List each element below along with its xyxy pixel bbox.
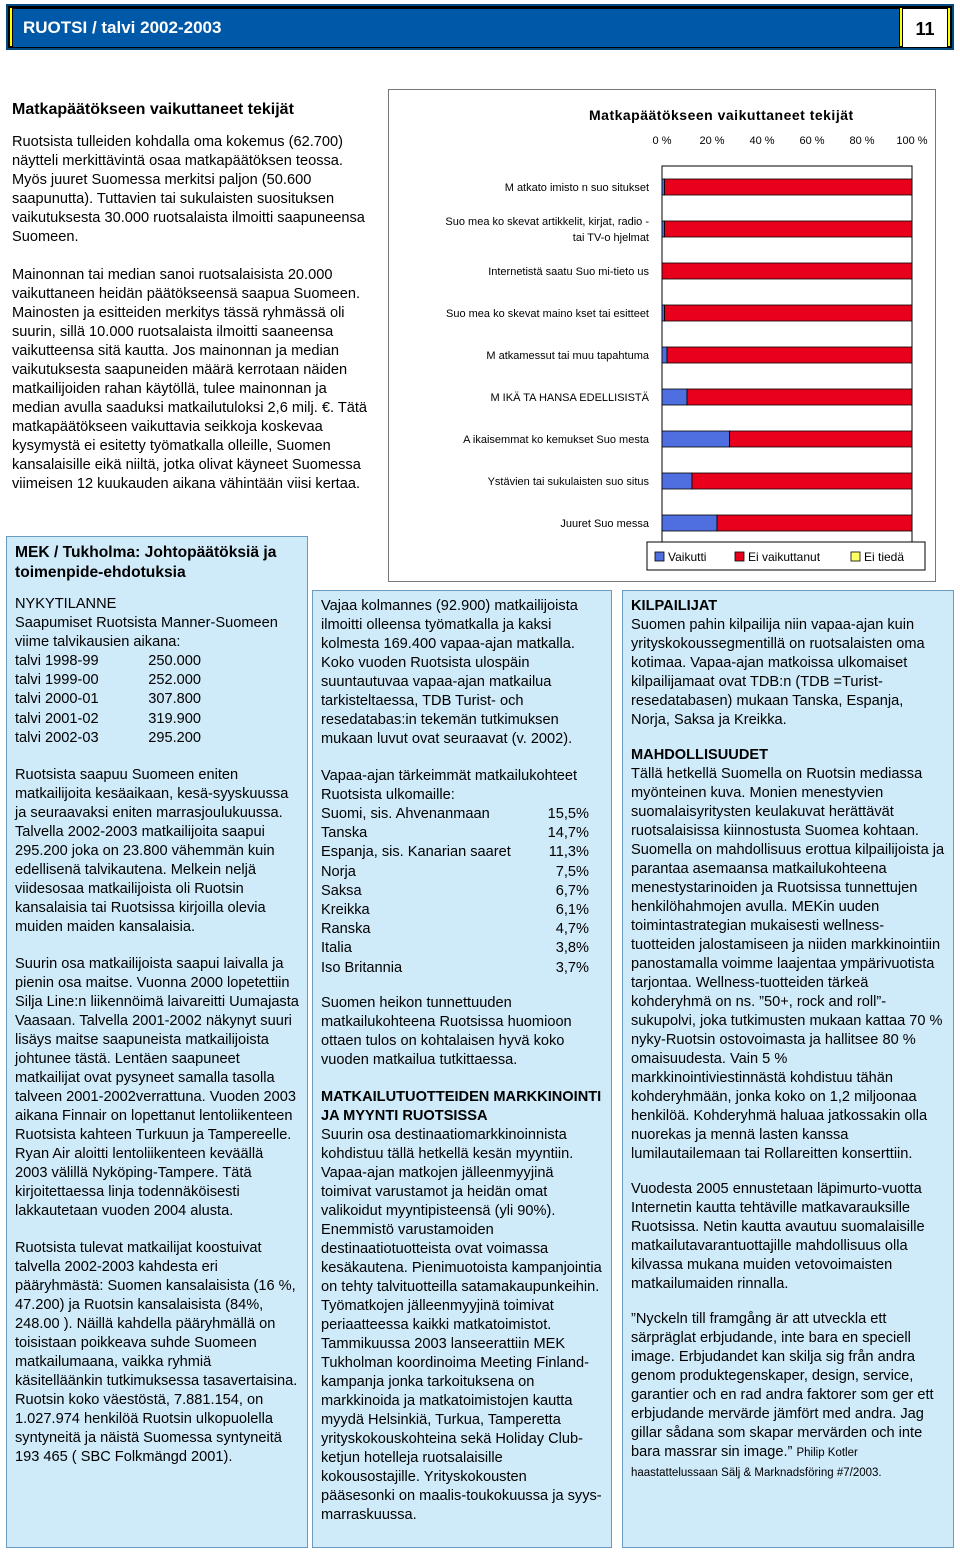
mek-paragraph-2: Suurin osa matkailijoista saapui laivalla ja pienin osa maitse. Vuonna 2000 lopetettiin Silja Line:n liikennöimä laivareitti Uumajasta Vaasaan. Talvella 2001-2002 näkynyt suuri lisäys maitse saapuneista matkailijoista johtunee tästä. Lentäen saapuneet matkailijat ovat pysyneet samalla tasolla talveen 2001-2002verrattuna. Vuoden 2003 aikana Finnair on lopettanut lentoliikenteen Ruotsista kahteen Turkuun ja Tampereelle. Ryan Air aloitti lentoliikenteen keväällä 2003 välillä Nyköping-Tampere. Tätä kirjoitettaessa linja todennäköisesti lakkautetaan vuoden 2004 alusta. — [15, 956, 299, 1220]
legend-swatch — [735, 552, 744, 561]
intro-section — [12, 100, 374, 513]
x-tick-label: 20 % — [699, 135, 725, 147]
intro-paragraph-1: Ruotsista tulleiden kohdalla oma kokemus (62.700) näytteli merkittävintä osaa matkapäätöksen teossa. Myös juuret Suomessa merkitsi paljon (50.600 saapunutta). Tuttavien tai sukulaisten suosituksen vaikutuksesta 30.000 ruotsalaista ilmoitti saapuneensa Suomeen. — [12, 134, 365, 245]
kotler-quote — [631, 1310, 945, 1483]
table-row — [321, 882, 603, 901]
category-label: M atkato imisto n suo situkset — [504, 182, 649, 194]
row-label: talvi 2002-03 — [15, 729, 99, 746]
table-row — [15, 652, 215, 671]
mid-paragraph-2: Vapaa-ajan tärkeimmät matkailukohteet Ruotsista ulkomaille: — [321, 768, 578, 803]
table-row — [321, 920, 603, 939]
row-value: 14,7% — [547, 825, 589, 842]
bar-vaikutti — [662, 347, 667, 363]
quote-source: Philip Kotler haastattelussaan Sälj & Marknadsföring #7/2003. — [631, 1447, 882, 1479]
header-title-bar — [12, 8, 900, 48]
row-value: 295.200 — [148, 729, 201, 746]
row-label: talvi 1999-00 — [15, 672, 99, 689]
row-label: Kreikka — [321, 902, 370, 919]
destinations-table — [321, 805, 603, 978]
mek-box — [6, 536, 308, 1548]
table-row — [15, 710, 215, 729]
row-value: 7,5% — [555, 863, 589, 880]
right-paragraph-1: Suomen pahin kilpailija niin vapaa-ajan kuin yrityskokoussegmentillä on ruotsalaisten oma kotimaa. Vapaa-ajan matkoissa ulkomaiset kilpailijamaat ovat TDB:n (TDB =Turist-resedatabasen) mukaan Tanska, Espanja, Norja, Saksa ja Kreikka. — [631, 617, 925, 728]
bar-vaikutti — [662, 431, 730, 447]
row-label: Ranska — [321, 921, 371, 938]
row-label: Italia — [321, 940, 352, 957]
decision-factors-chart — [388, 89, 936, 582]
header-title: RUOTSI / talvi 2002-2003 — [23, 18, 222, 37]
bar-ei-vaikuttanut — [665, 179, 913, 195]
bar-ei-vaikuttanut — [665, 221, 913, 237]
bar-vaikutti — [662, 515, 717, 531]
legend-label: Ei tiedä — [864, 550, 905, 564]
row-value: 3,7% — [555, 959, 589, 976]
right-paragraph-2: Tällä hetkellä Suomella on Ruotsin mediassa myönteinen kuva. Monien menestyvien suomalaisyritysten keulakuvat herättävät ruotsalaisissa kiinnostusta Suomea kohtaan. Suomella on mahdollisuus erottua kilpailijoista ja parantaa asemaansa matkailukohteena menestystarinoiden ja Ruotsissa tunnettujen henkilöhahmojen avulla. MEKin uuden toimintastrategian mukaisesti wellness-tuotteiden jalostamiseen ja niiden markkinointiin panostamalla voimme laajentaa ympärivuotista tarjontaa. Wellness-tuotteiden tärkeä kohderyhmä on ns. ”50+, rock and roll”-sukupolvi, joka tutkimusten mukaan kattaa 70 % nyky-Ruotsin ostovoimasta ja hallitsee 80 % omaisuudesta. Vain 5 % markkinointiviestinnästä kohdistuu tähän kohderyhmään, jonka koko on 1,2 miljoonaa henkilöä. Kohderyhmä haluaa jatkossakin olla nuorekas ja mennä lasten kanssa lumilautailemaan tai Rollareitten konserttiin. — [631, 766, 945, 1162]
legend-swatch — [655, 552, 664, 561]
table-row — [321, 843, 603, 862]
bar-ei-vaikuttanut — [687, 389, 912, 405]
bar-ei-vaikuttanut — [665, 305, 913, 321]
bar-ei-vaikuttanut — [717, 515, 912, 531]
mek-title: MEK / Tukholma: Johtopäätöksiä ja toimenpide-ehdotuksia — [15, 544, 277, 581]
mid-paragraph-3: Suomen heikon tunnettuuden matkailukohteena Ruotsissa huomioon ottaen tulos on kohtalaisen hyvä koko vuoden matkailua tutkittaessa. — [321, 994, 572, 1068]
middle-box — [312, 590, 612, 1548]
category-label: Juuret Suo messa — [560, 518, 649, 530]
row-value: 307.800 — [148, 691, 201, 708]
row-label: Espanja, sis. Kanarian saaret — [321, 844, 511, 861]
x-tick-label: 60 % — [799, 135, 825, 147]
mek-intro: Saapumiset Ruotsista Manner-Suomeen viime talvikausien aikana: — [15, 615, 278, 650]
row-label: Tanska — [321, 825, 368, 842]
page-header — [6, 4, 954, 50]
row-value: 252.000 — [148, 672, 201, 689]
mek-paragraph-1: Ruotsista saapuu Suomeen eniten matkailijoita kesäaikaan, kesä-syyskuussa ja seuraavaksi eniten marrasjoulukuussa. Talvella 2002-2003 matkailijoita saapui 295.200 joka on 23.800 vähemmän kuin edellisenä talvikautena. Melkein neljä viidesosaa matkailijoista oli Ruotsin kansalaisia tai Ruotsissa kirjoilla olevia muiden maiden kansalaisia. — [15, 767, 289, 936]
category-label: M atkamessut tai muu tapahtuma — [486, 350, 649, 362]
mid-paragraph-4: Suurin osa destinaatiomarkkinoinnista kohdistuu tällä hetkellä kesän myyntiin. Vapaa-ajan matkojen jälleenmyyjinä toimivat varustamot ja heidän omat valikoidut myyntipisteensä (yli 90%). Enemmistö varustamoiden destinaatiotuotteista ovat voimassa kesäkautena. Pienimuotoista kampanjointia on tehty talvituotteilla satamakaupunkeihin. Työmatkojen jälleenmyyjinä toimivat periaatteessa kaikki matkatoimistot. Tammikuussa 2003 lanseerattiin MEK Tukholman koordinoima Meeting Finland-kampanja jonka tarkoituksena on markkinoida ja matkatoimistojen kautta myydä Helsinkiä, Turkua, Tamperetta yrityskokouskohteina sekä Holiday Club-ketjun hotelleja ruotsalaisille kokousostajille. Yrityskokousten pääsesonki on maalis-toukokuussa ja syys-marraskuussa. — [321, 1126, 602, 1523]
row-label: talvi 2000-01 — [15, 691, 99, 708]
right-paragraph-3: Vuodesta 2005 ennustetaan läpimurto-vuotta Internetin kautta tehtäville matkavarauksille Ruotsissa. Netin kautta avautuu suomalaisille matkailutavarantuottajille mahdollisuus olla kilvassa mukana muiden vetovoimaisten matkailumaiden rinnalla. — [631, 1181, 925, 1292]
category-label: M IKÄ TA HANSA EDELLISISTÄ — [490, 392, 649, 404]
table-row — [15, 690, 215, 709]
intro-paragraph-2: Mainonnan tai median sanoi ruotsalaisista 20.000 vaikuttaneen heidän päätökseensä saapua Suomeen. Mainosten ja esitteiden merkitys tässä ryhmässä oli suurin, sillä 10.000 ruotsalaista ilmoitti saaneensa vaikutteensa sitä kautta. Jos mainonnan ja median vaikutuksesta saapuneiden määrä kerrotaan näiden matkailijoiden rahan käytöllä, tulee mainonnan ja median avulla saaduksi matkailutuloksi 2,6 milj. €. Tätä matkapäätökseen vaikuttavia seikkoja koskevaa kysymystä ei esitetty työmatkalla olleille, Suomen kansalaisille eikä niiltä, jotka olivat käyneet Suomessa viimeisen 12 kuukauden aikana vähintään viisi kertaa. — [12, 267, 368, 492]
mid-heading-marketing: MATKAILUTUOTTEIDEN MARKKINOINTI JA MYYNTI RUOTSISSA — [321, 1088, 602, 1124]
table-row — [321, 901, 603, 920]
x-tick-label: 100 % — [896, 135, 928, 147]
bar-ei-vaikuttanut — [662, 263, 912, 279]
x-tick-label: 0 % — [652, 135, 672, 147]
bar-ei-vaikuttanut — [667, 347, 912, 363]
bar-ei-vaikuttanut — [730, 431, 913, 447]
category-label: Ystävien tai sukulaisten suo situs — [487, 476, 649, 488]
legend-label: Vaikutti — [668, 550, 707, 564]
table-row — [321, 863, 603, 882]
heading-opportunities: MAHDOLLISUUDET — [631, 747, 769, 763]
arrivals-table — [15, 652, 215, 748]
heading-competitors: KILPAILIJAT — [631, 598, 718, 614]
table-row — [321, 939, 603, 958]
table-row — [15, 729, 215, 748]
right-box — [622, 590, 954, 1548]
row-value: 6,7% — [555, 882, 589, 899]
row-value: 15,5% — [547, 806, 589, 822]
table-row — [321, 959, 603, 978]
table-row — [321, 805, 603, 824]
x-tick-label: 40 % — [749, 135, 775, 147]
row-label: talvi 2001-02 — [15, 710, 99, 727]
category-label: Internetistä saatu Suo mi-tieto us — [488, 266, 649, 278]
chart-title: Matkapäätökseen vaikuttaneet tekijät — [589, 107, 854, 123]
row-value: 3,8% — [555, 940, 589, 957]
quote-text: ”Nyckeln till framgång är att utveckla ett särpräglat erbjudande, inte bara en speciell image. Erbjudandet kan skilja sig från andra genom produktegenskaper, design, service, garantier och en rad andra faktorer som ger ett erbjudande mervärde jämfört med andra. Jag gillar sådana som skapar mervärden och inte bara massrar sin image.” — [631, 1311, 934, 1460]
category-label: tai TV-o hjelmat — [572, 232, 649, 244]
chart-svg — [389, 90, 937, 583]
row-value: 4,7% — [555, 921, 589, 938]
row-label: Iso Britannia — [321, 959, 403, 976]
row-label: Norja — [321, 863, 356, 880]
x-tick-label: 80 % — [849, 135, 875, 147]
legend-swatch — [851, 552, 860, 561]
table-row — [15, 671, 215, 690]
mid-paragraph-1: Vajaa kolmannes (92.900) matkailijoista ilmoitti olleensa työmatkalla ja kaksi kolmesta 169.400 vapaa-ajan matkalla. Koko vuoden Ruotsista ulospäin suuntautuvaa vapaa-ajan matkailua tarkisteltaessa, TDB Turist- och resedatabas:in tekemän tutkimuksen mukaan luvut ovat seuraavat (v. 2002). — [321, 598, 578, 747]
mek-paragraph-3: Ruotsista tulevat matkailijat koostuivat talvella 2002-2003 kahdesta eri pääryhmästä: Suomen kansalaisista (16 %, 47.200) ja Ruotsin kansalaisista (84%, 248.00 ). Näillä kahdella pääryhmällä on toisistaan poikkeava suhde Suomeen matkailumaana, vaikka ryhmiä käsitelläänkin tutkimuksessa tasavertaisina. Ruotsin koko väestöstä, 7.881.154, on 1.027.974 henkilöä Ruotsin ulkopuolella syntyneitä ja näistä Suomessa syntyneitä 193 465 ( SBC Folkmängd 2001). — [15, 1240, 298, 1466]
row-value: 11,3% — [548, 844, 589, 861]
row-label: Suomi, sis. Ahvenanmaan — [321, 806, 490, 822]
bar-vaikutti — [662, 473, 692, 489]
bar-vaikutti — [662, 389, 687, 405]
mek-subheading: NYKYTILANNE — [15, 596, 117, 612]
category-label: Suo mea ko skevat artikkelit, kirjat, radio - — [445, 216, 649, 228]
legend-label: Ei vaikuttanut — [748, 550, 821, 564]
category-label: A ikaisemmat ko kemukset Suo mesta — [463, 434, 649, 446]
table-row — [321, 824, 603, 843]
bar-ei-vaikuttanut — [692, 473, 912, 489]
page-number: 11 — [902, 8, 948, 48]
row-label: Saksa — [321, 882, 362, 899]
row-value: 319.900 — [148, 710, 201, 727]
row-label: talvi 1998-99 — [15, 653, 99, 669]
category-label: Suo mea ko skevat maino kset tai esitteet — [446, 308, 649, 320]
row-value: 250.000 — [148, 653, 201, 669]
row-value: 6,1% — [555, 902, 589, 919]
intro-heading: Matkapäätökseen vaikuttaneet tekijät — [12, 101, 294, 118]
